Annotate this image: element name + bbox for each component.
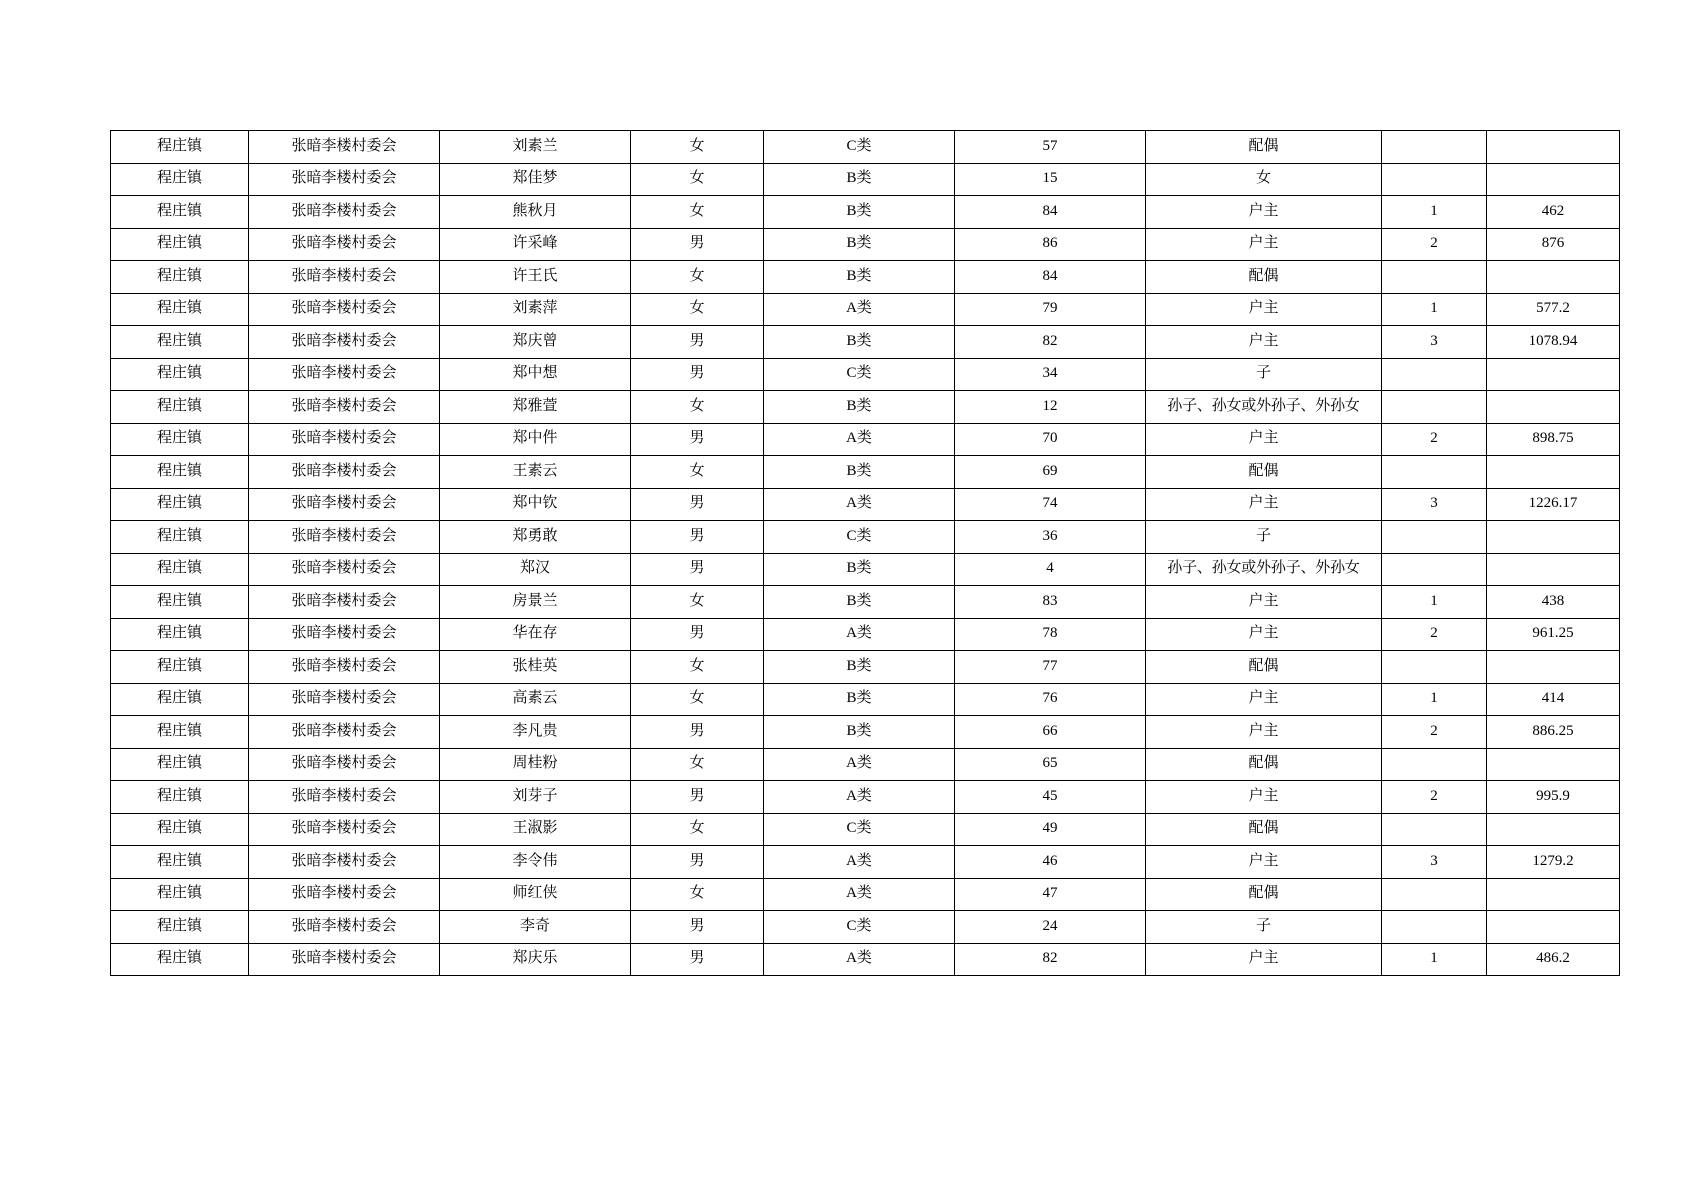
cell-town: 程庄镇 [111,683,249,716]
table-row [111,391,1620,424]
cell-relation: 户主 [1146,293,1382,326]
cell-gender: 男 [631,911,764,944]
cell-name: 刘素萍 [440,293,631,326]
cell-amount: 995.9 [1487,781,1620,814]
cell-category: B类 [764,326,955,359]
cell-village: 张暗李楼村委会 [249,586,440,619]
cell-household-count: 1 [1382,196,1487,229]
cell-amount [1487,878,1620,911]
cell-town: 程庄镇 [111,163,249,196]
cell-relation: 户主 [1146,846,1382,879]
cell-town: 程庄镇 [111,228,249,261]
cell-age: 69 [955,456,1146,489]
cell-age: 49 [955,813,1146,846]
cell-town: 程庄镇 [111,423,249,456]
cell-gender: 女 [631,748,764,781]
cell-amount: 462 [1487,196,1620,229]
table-row [111,423,1620,456]
cell-household-count [1382,911,1487,944]
cell-category: C类 [764,813,955,846]
cell-relation: 配偶 [1146,878,1382,911]
cell-amount: 898.75 [1487,423,1620,456]
cell-household-count [1382,131,1487,164]
table-row [111,456,1620,489]
cell-age: 84 [955,196,1146,229]
table-row [111,196,1620,229]
cell-age: 24 [955,911,1146,944]
cell-gender: 男 [631,846,764,879]
cell-town: 程庄镇 [111,326,249,359]
table-row [111,553,1620,586]
cell-gender: 男 [631,423,764,456]
cell-amount [1487,358,1620,391]
cell-village: 张暗李楼村委会 [249,651,440,684]
cell-amount [1487,456,1620,489]
cell-relation: 户主 [1146,488,1382,521]
cell-town: 程庄镇 [111,553,249,586]
cell-village: 张暗李楼村委会 [249,618,440,651]
cell-household-count: 2 [1382,781,1487,814]
cell-age: 82 [955,943,1146,976]
cell-name: 郑佳梦 [440,163,631,196]
cell-town: 程庄镇 [111,358,249,391]
table-row [111,943,1620,976]
cell-age: 83 [955,586,1146,619]
cell-age: 47 [955,878,1146,911]
cell-amount: 1078.94 [1487,326,1620,359]
cell-gender: 女 [631,293,764,326]
table-row [111,716,1620,749]
cell-gender: 男 [631,781,764,814]
cell-village: 张暗李楼村委会 [249,261,440,294]
cell-name: 师红侠 [440,878,631,911]
cell-name: 郑中钦 [440,488,631,521]
cell-village: 张暗李楼村委会 [249,911,440,944]
cell-town: 程庄镇 [111,846,249,879]
cell-amount: 438 [1487,586,1620,619]
cell-category: A类 [764,748,955,781]
cell-name: 周桂粉 [440,748,631,781]
cell-age: 86 [955,228,1146,261]
cell-town: 程庄镇 [111,488,249,521]
cell-relation: 子 [1146,521,1382,554]
cell-village: 张暗李楼村委会 [249,358,440,391]
cell-town: 程庄镇 [111,521,249,554]
cell-amount [1487,521,1620,554]
cell-category: B类 [764,391,955,424]
cell-relation: 户主 [1146,781,1382,814]
cell-name: 李令伟 [440,846,631,879]
cell-category: B类 [764,228,955,261]
cell-household-count [1382,748,1487,781]
cell-name: 李奇 [440,911,631,944]
cell-town: 程庄镇 [111,651,249,684]
cell-name: 许王氏 [440,261,631,294]
cell-village: 张暗李楼村委会 [249,326,440,359]
cell-age: 78 [955,618,1146,651]
cell-village: 张暗李楼村委会 [249,196,440,229]
cell-name: 郑庆乐 [440,943,631,976]
cell-town: 程庄镇 [111,261,249,294]
cell-age: 77 [955,651,1146,684]
cell-age: 70 [955,423,1146,456]
cell-relation: 户主 [1146,423,1382,456]
cell-village: 张暗李楼村委会 [249,521,440,554]
cell-gender: 男 [631,228,764,261]
cell-village: 张暗李楼村委会 [249,781,440,814]
cell-gender: 女 [631,261,764,294]
cell-category: C类 [764,358,955,391]
cell-relation: 户主 [1146,196,1382,229]
table-row [111,651,1620,684]
cell-name: 高素云 [440,683,631,716]
cell-town: 程庄镇 [111,813,249,846]
cell-name: 熊秋月 [440,196,631,229]
cell-gender: 女 [631,131,764,164]
cell-relation: 户主 [1146,716,1382,749]
cell-town: 程庄镇 [111,911,249,944]
cell-amount [1487,131,1620,164]
cell-name: 郑中件 [440,423,631,456]
cell-age: 79 [955,293,1146,326]
cell-town: 程庄镇 [111,748,249,781]
table-row [111,131,1620,164]
cell-gender: 女 [631,651,764,684]
cell-age: 46 [955,846,1146,879]
cell-age: 74 [955,488,1146,521]
cell-category: B类 [764,716,955,749]
table-row [111,521,1620,554]
cell-name: 房景兰 [440,586,631,619]
cell-age: 82 [955,326,1146,359]
cell-amount: 486.2 [1487,943,1620,976]
cell-category: A类 [764,293,955,326]
cell-gender: 女 [631,196,764,229]
cell-relation: 配偶 [1146,261,1382,294]
cell-village: 张暗李楼村委会 [249,716,440,749]
cell-household-count [1382,813,1487,846]
cell-category: A类 [764,423,955,456]
cell-name: 李凡贵 [440,716,631,749]
cell-amount [1487,748,1620,781]
cell-relation: 子 [1146,911,1382,944]
cell-relation: 配偶 [1146,651,1382,684]
cell-amount: 886.25 [1487,716,1620,749]
cell-village: 张暗李楼村委会 [249,846,440,879]
cell-category: C类 [764,131,955,164]
table-row [111,228,1620,261]
table-row [111,618,1620,651]
cell-gender: 男 [631,716,764,749]
cell-category: A类 [764,878,955,911]
subsidy-table [110,130,1620,976]
cell-gender: 女 [631,456,764,489]
cell-household-count: 1 [1382,293,1487,326]
cell-village: 张暗李楼村委会 [249,748,440,781]
cell-category: B类 [764,163,955,196]
cell-household-count [1382,261,1487,294]
cell-category: C类 [764,911,955,944]
cell-gender: 女 [631,391,764,424]
cell-relation: 配偶 [1146,131,1382,164]
table-row [111,358,1620,391]
cell-name: 郑庆曾 [440,326,631,359]
cell-age: 65 [955,748,1146,781]
cell-relation: 配偶 [1146,748,1382,781]
table-row [111,261,1620,294]
cell-household-count: 1 [1382,586,1487,619]
cell-town: 程庄镇 [111,293,249,326]
cell-household-count: 3 [1382,846,1487,879]
cell-gender: 女 [631,813,764,846]
cell-household-count [1382,553,1487,586]
cell-name: 刘芽子 [440,781,631,814]
cell-category: A类 [764,781,955,814]
cell-gender: 男 [631,358,764,391]
cell-village: 张暗李楼村委会 [249,488,440,521]
cell-town: 程庄镇 [111,196,249,229]
cell-relation: 配偶 [1146,813,1382,846]
cell-category: B类 [764,553,955,586]
cell-name: 华在存 [440,618,631,651]
cell-gender: 女 [631,586,764,619]
cell-age: 76 [955,683,1146,716]
table-row [111,683,1620,716]
cell-village: 张暗李楼村委会 [249,423,440,456]
cell-village: 张暗李楼村委会 [249,813,440,846]
cell-village: 张暗李楼村委会 [249,943,440,976]
cell-category: A类 [764,618,955,651]
cell-town: 程庄镇 [111,716,249,749]
cell-amount: 414 [1487,683,1620,716]
cell-household-count: 1 [1382,943,1487,976]
cell-relation: 配偶 [1146,456,1382,489]
table-row [111,293,1620,326]
cell-amount [1487,813,1620,846]
cell-village: 张暗李楼村委会 [249,293,440,326]
cell-category: B类 [764,456,955,489]
cell-town: 程庄镇 [111,131,249,164]
cell-name: 刘素兰 [440,131,631,164]
cell-amount: 876 [1487,228,1620,261]
cell-household-count: 2 [1382,423,1487,456]
cell-age: 66 [955,716,1146,749]
cell-village: 张暗李楼村委会 [249,228,440,261]
cell-village: 张暗李楼村委会 [249,456,440,489]
table-row [111,326,1620,359]
cell-amount [1487,651,1620,684]
cell-household-count [1382,651,1487,684]
cell-age: 34 [955,358,1146,391]
cell-age: 36 [955,521,1146,554]
cell-household-count [1382,163,1487,196]
cell-town: 程庄镇 [111,456,249,489]
cell-town: 程庄镇 [111,586,249,619]
cell-village: 张暗李楼村委会 [249,683,440,716]
cell-relation: 户主 [1146,586,1382,619]
cell-town: 程庄镇 [111,618,249,651]
cell-relation: 户主 [1146,943,1382,976]
table-row [111,846,1620,879]
cell-gender: 男 [631,326,764,359]
table-row [111,488,1620,521]
cell-amount [1487,163,1620,196]
cell-amount: 961.25 [1487,618,1620,651]
table-row [111,748,1620,781]
cell-household-count: 3 [1382,488,1487,521]
table-row [111,878,1620,911]
cell-town: 程庄镇 [111,391,249,424]
table-row [111,163,1620,196]
cell-household-count [1382,391,1487,424]
cell-household-count: 1 [1382,683,1487,716]
cell-town: 程庄镇 [111,943,249,976]
cell-gender: 男 [631,943,764,976]
cell-category: C类 [764,521,955,554]
cell-relation: 户主 [1146,618,1382,651]
cell-household-count: 2 [1382,618,1487,651]
cell-relation: 孙子、孙女或外孙子、外孙女 [1146,553,1382,586]
cell-relation: 户主 [1146,326,1382,359]
cell-gender: 女 [631,163,764,196]
cell-household-count [1382,456,1487,489]
cell-category: B类 [764,651,955,684]
subsidy-table-container [110,130,1578,976]
cell-category: B类 [764,586,955,619]
cell-category: B类 [764,683,955,716]
cell-age: 4 [955,553,1146,586]
cell-name: 许采峰 [440,228,631,261]
cell-village: 张暗李楼村委会 [249,163,440,196]
cell-village: 张暗李楼村委会 [249,878,440,911]
cell-relation: 户主 [1146,683,1382,716]
cell-name: 王淑影 [440,813,631,846]
cell-household-count [1382,878,1487,911]
cell-relation: 户主 [1146,228,1382,261]
cell-category: A类 [764,846,955,879]
cell-gender: 女 [631,683,764,716]
cell-category: A类 [764,488,955,521]
cell-age: 15 [955,163,1146,196]
cell-amount: 1279.2 [1487,846,1620,879]
cell-village: 张暗李楼村委会 [249,131,440,164]
table-row [111,813,1620,846]
cell-relation: 子 [1146,358,1382,391]
cell-town: 程庄镇 [111,878,249,911]
cell-category: B类 [764,261,955,294]
cell-category: A类 [764,943,955,976]
cell-gender: 男 [631,618,764,651]
cell-gender: 男 [631,521,764,554]
cell-amount [1487,553,1620,586]
cell-household-count: 3 [1382,326,1487,359]
cell-gender: 男 [631,488,764,521]
cell-amount [1487,261,1620,294]
cell-age: 45 [955,781,1146,814]
cell-category: B类 [764,196,955,229]
table-row [111,586,1620,619]
cell-household-count [1382,521,1487,554]
cell-name: 郑雅萱 [440,391,631,424]
cell-amount [1487,391,1620,424]
cell-amount: 1226.17 [1487,488,1620,521]
cell-village: 张暗李楼村委会 [249,391,440,424]
cell-name: 王素云 [440,456,631,489]
cell-household-count: 2 [1382,228,1487,261]
cell-name: 张桂英 [440,651,631,684]
cell-age: 57 [955,131,1146,164]
cell-household-count [1382,358,1487,391]
cell-name: 郑汉 [440,553,631,586]
cell-age: 12 [955,391,1146,424]
cell-name: 郑勇敢 [440,521,631,554]
cell-amount: 577.2 [1487,293,1620,326]
cell-household-count: 2 [1382,716,1487,749]
table-row [111,781,1620,814]
table-row [111,911,1620,944]
cell-relation: 女 [1146,163,1382,196]
cell-village: 张暗李楼村委会 [249,553,440,586]
cell-town: 程庄镇 [111,781,249,814]
cell-name: 郑中想 [440,358,631,391]
cell-amount [1487,911,1620,944]
cell-gender: 男 [631,553,764,586]
table-body [111,131,1620,976]
cell-relation: 孙子、孙女或外孙子、外孙女 [1146,391,1382,424]
cell-gender: 女 [631,878,764,911]
cell-age: 84 [955,261,1146,294]
